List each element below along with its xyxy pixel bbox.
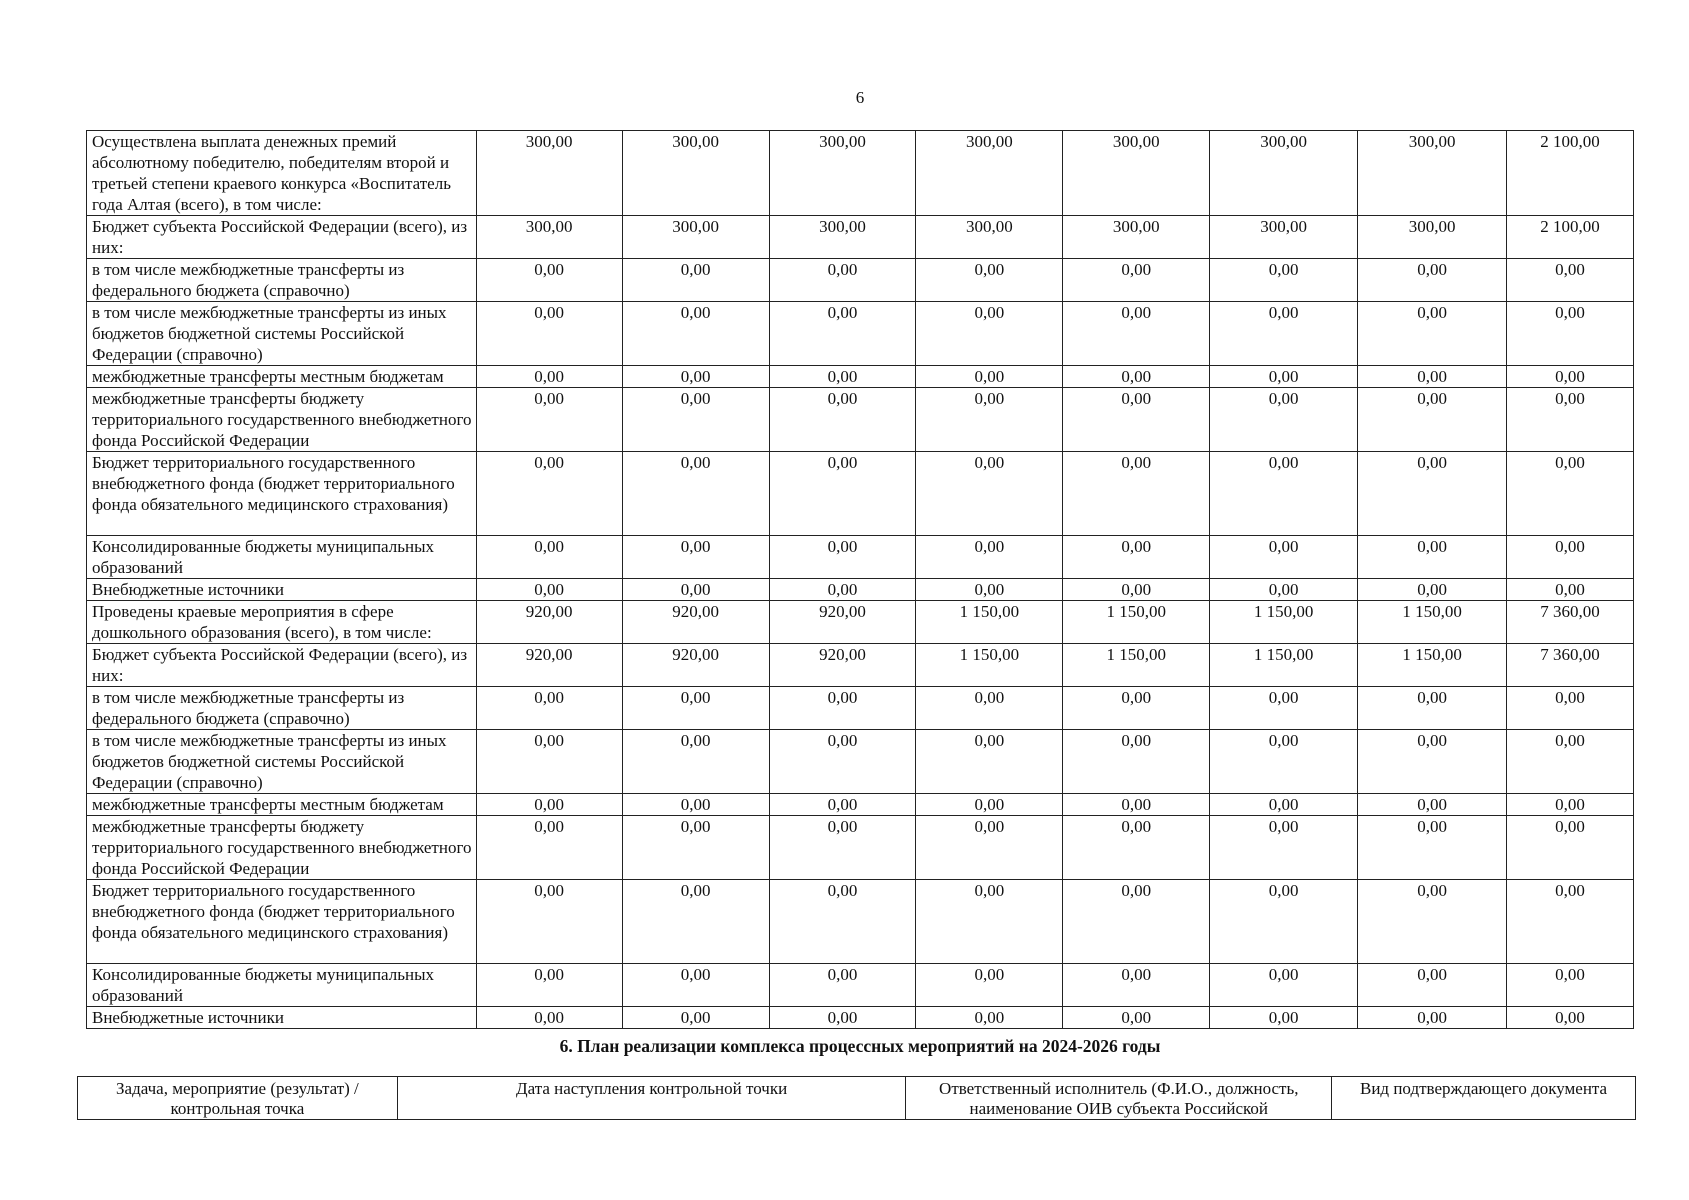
table-row [87, 730, 1634, 794]
value-cell: 0,00 [769, 388, 916, 452]
value-cell: 0,00 [1507, 366, 1634, 388]
value-cell: 0,00 [769, 366, 916, 388]
value-cell: 0,00 [769, 964, 916, 1007]
value-cell: 0,00 [1507, 536, 1634, 579]
value-cell: 0,00 [1210, 964, 1358, 1007]
value-cell: 1 150,00 [1063, 644, 1210, 687]
row-label: Бюджет субъекта Российской Федерации (всего), из них: [87, 644, 477, 687]
value-cell: 0,00 [622, 687, 769, 730]
value-cell: 0,00 [622, 452, 769, 536]
value-cell: 0,00 [622, 579, 769, 601]
table-row [87, 1007, 1634, 1029]
value-cell: 0,00 [1358, 794, 1507, 816]
row-label: в том числе межбюджетные трансферты из федерального бюджета (справочно) [87, 687, 477, 730]
row-label: межбюджетные трансферты бюджету территориального государственного внебюджетного фонда Российской Федерации [87, 816, 477, 880]
value-cell: 0,00 [1358, 536, 1507, 579]
value-cell: 0,00 [916, 366, 1063, 388]
value-cell: 0,00 [1210, 536, 1358, 579]
value-cell: 1 150,00 [916, 601, 1063, 644]
value-cell: 0,00 [916, 579, 1063, 601]
plan-table [77, 1076, 1636, 1120]
value-cell: 0,00 [1358, 259, 1507, 302]
value-cell: 0,00 [769, 687, 916, 730]
value-cell: 0,00 [1507, 388, 1634, 452]
value-cell: 0,00 [1507, 1007, 1634, 1029]
value-cell: 0,00 [916, 302, 1063, 366]
section-title: 6. План реализации комплекса процессных мероприятий на 2024-2026 годы [559, 1036, 1161, 1056]
value-cell: 0,00 [1210, 579, 1358, 601]
value-cell: 0,00 [622, 302, 769, 366]
row-label: в том числе межбюджетные трансферты из иных бюджетов бюджетной системы Российской Федерации (справочно) [87, 302, 477, 366]
value-cell: 0,00 [1507, 880, 1634, 964]
value-cell: 0,00 [476, 880, 622, 964]
value-cell: 0,00 [1210, 794, 1358, 816]
table-row [87, 131, 1634, 216]
value-cell: 0,00 [916, 452, 1063, 536]
value-cell: 300,00 [622, 216, 769, 259]
value-cell: 0,00 [1507, 687, 1634, 730]
value-cell: 0,00 [476, 816, 622, 880]
value-cell: 0,00 [769, 880, 916, 964]
value-cell: 300,00 [769, 131, 916, 216]
value-cell: 1 150,00 [1210, 644, 1358, 687]
value-cell: 300,00 [916, 216, 1063, 259]
value-cell: 920,00 [769, 601, 916, 644]
value-cell: 0,00 [916, 259, 1063, 302]
plan-header-executor: Ответственный исполнитель (Ф.И.О., должность, наименование ОИВ субъекта Российской [906, 1077, 1332, 1120]
value-cell: 0,00 [1507, 579, 1634, 601]
table-row [87, 579, 1634, 601]
page-number: 6 [855, 88, 865, 107]
value-cell: 0,00 [476, 388, 622, 452]
value-cell: 0,00 [916, 730, 1063, 794]
value-cell: 0,00 [1358, 452, 1507, 536]
value-cell: 0,00 [1063, 452, 1210, 536]
value-cell: 1 150,00 [916, 644, 1063, 687]
value-cell: 300,00 [1210, 216, 1358, 259]
value-cell: 0,00 [1507, 794, 1634, 816]
row-label: Консолидированные бюджеты муниципальных образований [87, 536, 477, 579]
table-row [87, 366, 1634, 388]
value-cell: 0,00 [622, 880, 769, 964]
value-cell: 0,00 [1063, 730, 1210, 794]
value-cell: 0,00 [1358, 579, 1507, 601]
value-cell: 0,00 [622, 388, 769, 452]
table-row [87, 216, 1634, 259]
table-row [87, 601, 1634, 644]
value-cell: 0,00 [622, 536, 769, 579]
value-cell: 0,00 [476, 452, 622, 536]
value-cell: 0,00 [622, 730, 769, 794]
value-cell: 0,00 [476, 579, 622, 601]
value-cell: 0,00 [622, 259, 769, 302]
value-cell: 0,00 [1063, 536, 1210, 579]
value-cell: 0,00 [1210, 816, 1358, 880]
value-cell: 920,00 [769, 644, 916, 687]
value-cell: 0,00 [916, 1007, 1063, 1029]
value-cell: 0,00 [769, 794, 916, 816]
value-cell: 0,00 [1358, 816, 1507, 880]
value-cell: 1 150,00 [1358, 644, 1507, 687]
table-row [87, 644, 1634, 687]
value-cell: 0,00 [1507, 964, 1634, 1007]
value-cell: 0,00 [1210, 452, 1358, 536]
row-label: Бюджет территориального государственного внебюджетного фонда (бюджет территориального фонда обязательного медицинского страхования) [87, 452, 477, 536]
table-row [87, 536, 1634, 579]
row-label: Бюджет субъекта Российской Федерации (всего), из них: [87, 216, 477, 259]
value-cell: 920,00 [622, 644, 769, 687]
value-cell: 0,00 [1358, 964, 1507, 1007]
value-cell: 0,00 [1063, 259, 1210, 302]
value-cell: 0,00 [622, 1007, 769, 1029]
value-cell: 0,00 [1358, 687, 1507, 730]
value-cell: 0,00 [1358, 880, 1507, 964]
value-cell: 0,00 [1063, 880, 1210, 964]
value-cell: 0,00 [1210, 687, 1358, 730]
value-cell: 0,00 [916, 388, 1063, 452]
value-cell: 0,00 [476, 964, 622, 1007]
value-cell: 1 150,00 [1210, 601, 1358, 644]
value-cell: 0,00 [916, 816, 1063, 880]
value-cell: 0,00 [476, 687, 622, 730]
table-row [87, 259, 1634, 302]
value-cell: 0,00 [916, 880, 1063, 964]
row-label: Внебюджетные источники [87, 579, 477, 601]
value-cell: 7 360,00 [1507, 601, 1634, 644]
value-cell: 920,00 [476, 644, 622, 687]
value-cell: 0,00 [1507, 452, 1634, 536]
value-cell: 0,00 [1063, 816, 1210, 880]
value-cell: 0,00 [1063, 964, 1210, 1007]
value-cell: 0,00 [769, 536, 916, 579]
value-cell: 300,00 [1210, 131, 1358, 216]
value-cell: 0,00 [769, 302, 916, 366]
value-cell: 0,00 [1210, 388, 1358, 452]
value-cell: 0,00 [1358, 302, 1507, 366]
value-cell: 0,00 [769, 730, 916, 794]
value-cell: 920,00 [622, 601, 769, 644]
row-label: межбюджетные трансферты бюджету территориального государственного внебюджетного фонда Российской Федерации [87, 388, 477, 452]
plan-header-date: Дата наступления контрольной точки [397, 1077, 906, 1120]
value-cell: 300,00 [476, 131, 622, 216]
value-cell: 300,00 [622, 131, 769, 216]
row-label: межбюджетные трансферты местным бюджетам [87, 366, 477, 388]
value-cell: 1 150,00 [1063, 601, 1210, 644]
table-row [87, 794, 1634, 816]
row-label: Внебюджетные источники [87, 1007, 477, 1029]
value-cell: 0,00 [1358, 366, 1507, 388]
value-cell: 0,00 [916, 687, 1063, 730]
value-cell: 300,00 [476, 216, 622, 259]
value-cell: 0,00 [1210, 730, 1358, 794]
value-cell: 0,00 [1358, 730, 1507, 794]
value-cell: 0,00 [1063, 579, 1210, 601]
row-label: Осуществлена выплата денежных премий абсолютному победителю, победителям второй и третьей степени краевого конкурса «Воспитатель года Алтая (всего), в том числе: [87, 131, 477, 216]
value-cell: 0,00 [769, 579, 916, 601]
value-cell: 0,00 [1210, 259, 1358, 302]
table-row [87, 816, 1634, 880]
value-cell: 0,00 [622, 794, 769, 816]
table-row [87, 687, 1634, 730]
plan-header-task: Задача, мероприятие (результат) / контрольная точка [78, 1077, 398, 1120]
value-cell: 0,00 [916, 794, 1063, 816]
finance-table [86, 130, 1634, 1029]
value-cell: 0,00 [476, 366, 622, 388]
value-cell: 0,00 [622, 366, 769, 388]
table-row [87, 964, 1634, 1007]
value-cell: 300,00 [1358, 216, 1507, 259]
value-cell: 0,00 [1063, 302, 1210, 366]
value-cell: 300,00 [1358, 131, 1507, 216]
value-cell: 0,00 [916, 964, 1063, 1007]
value-cell: 2 100,00 [1507, 216, 1634, 259]
value-cell: 0,00 [476, 730, 622, 794]
value-cell: 0,00 [476, 794, 622, 816]
value-cell: 0,00 [916, 536, 1063, 579]
row-label: межбюджетные трансферты местным бюджетам [87, 794, 477, 816]
value-cell: 300,00 [1063, 131, 1210, 216]
value-cell: 0,00 [1063, 366, 1210, 388]
value-cell: 300,00 [1063, 216, 1210, 259]
value-cell: 0,00 [1063, 687, 1210, 730]
value-cell: 0,00 [769, 816, 916, 880]
value-cell: 1 150,00 [1358, 601, 1507, 644]
value-cell: 0,00 [1210, 880, 1358, 964]
value-cell: 0,00 [1507, 259, 1634, 302]
value-cell: 0,00 [1507, 816, 1634, 880]
value-cell: 0,00 [1507, 302, 1634, 366]
value-cell: 0,00 [769, 259, 916, 302]
row-label: Проведены краевые мероприятия в сфере дошкольного образования (всего), в том числе: [87, 601, 477, 644]
value-cell: 0,00 [476, 536, 622, 579]
value-cell: 0,00 [1210, 366, 1358, 388]
value-cell: 0,00 [1358, 1007, 1507, 1029]
row-label: Консолидированные бюджеты муниципальных образований [87, 964, 477, 1007]
plan-header-document: Вид подтверждающего документа [1332, 1077, 1636, 1120]
value-cell: 0,00 [622, 964, 769, 1007]
table-row [87, 452, 1634, 536]
value-cell: 0,00 [1063, 388, 1210, 452]
value-cell: 0,00 [1507, 730, 1634, 794]
value-cell: 0,00 [476, 259, 622, 302]
value-cell: 300,00 [769, 216, 916, 259]
value-cell: 0,00 [1063, 1007, 1210, 1029]
value-cell: 2 100,00 [1507, 131, 1634, 216]
value-cell: 0,00 [1210, 1007, 1358, 1029]
row-label: в том числе межбюджетные трансферты из иных бюджетов бюджетной системы Российской Федерации (справочно) [87, 730, 477, 794]
plan-header-row [78, 1077, 1636, 1120]
value-cell: 0,00 [769, 1007, 916, 1029]
value-cell: 0,00 [1210, 302, 1358, 366]
value-cell: 0,00 [476, 302, 622, 366]
table-row [87, 388, 1634, 452]
table-row [87, 302, 1634, 366]
value-cell: 7 360,00 [1507, 644, 1634, 687]
row-label: в том числе межбюджетные трансферты из федерального бюджета (справочно) [87, 259, 477, 302]
value-cell: 0,00 [476, 1007, 622, 1029]
value-cell: 920,00 [476, 601, 622, 644]
row-label: Бюджет территориального государственного внебюджетного фонда (бюджет территориального фонда обязательного медицинского страхования) [87, 880, 477, 964]
value-cell: 0,00 [622, 816, 769, 880]
table-row [87, 880, 1634, 964]
value-cell: 0,00 [1063, 794, 1210, 816]
value-cell: 0,00 [769, 452, 916, 536]
value-cell: 300,00 [916, 131, 1063, 216]
value-cell: 0,00 [1358, 388, 1507, 452]
